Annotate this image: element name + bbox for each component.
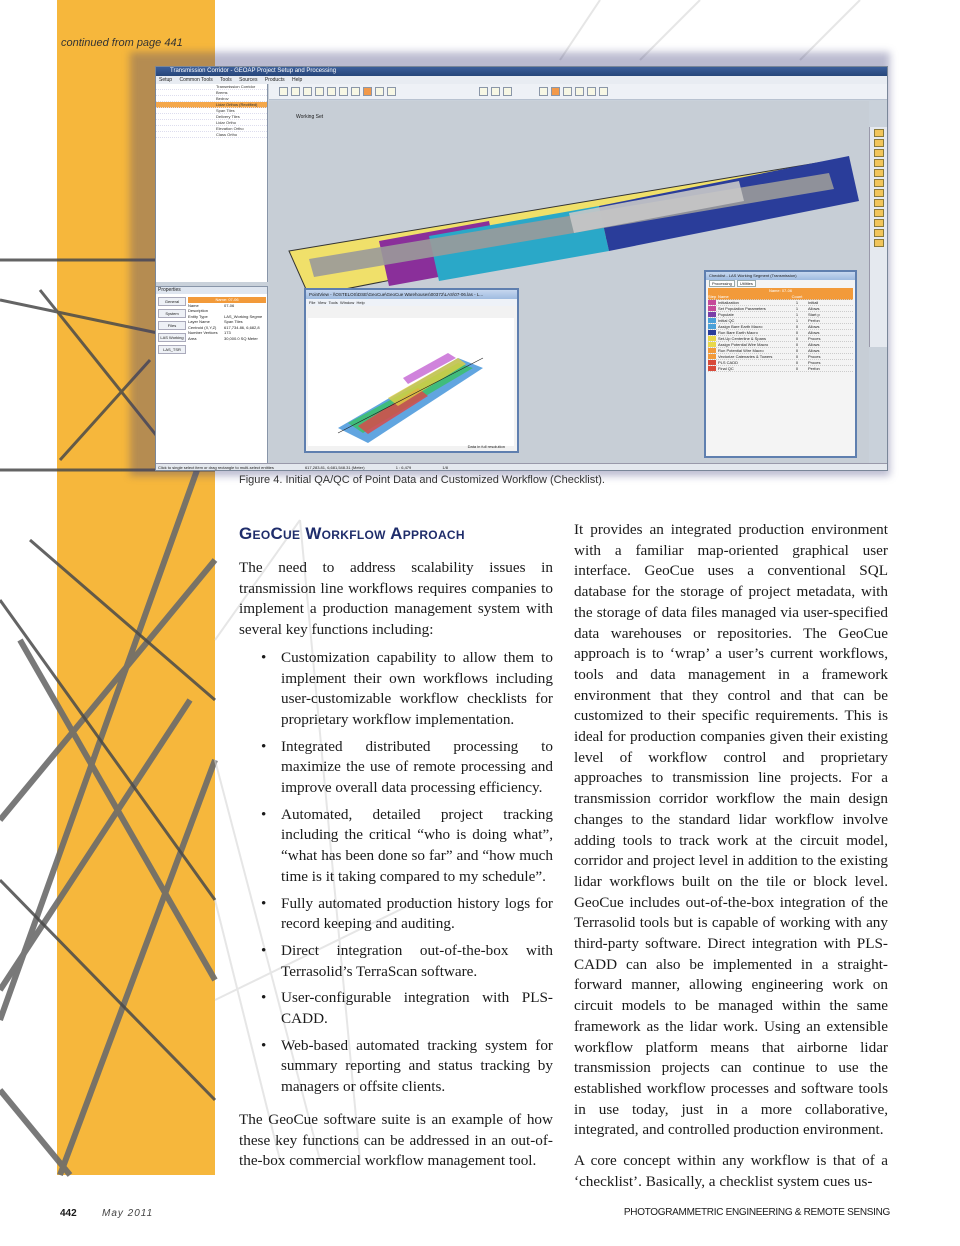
toolbar-button[interactable]	[363, 87, 372, 96]
properties-title: Properties	[156, 287, 267, 294]
menu-item[interactable]: Help	[356, 300, 365, 305]
tab-processing[interactable]: Processing	[709, 280, 735, 287]
strip-button[interactable]	[874, 229, 884, 237]
checklist-title: Checklist - LAS Working Segment (Transmission)	[706, 272, 855, 280]
prop-tab[interactable]: System	[158, 309, 186, 318]
checklist-row[interactable]: Run Potential Wire Macro 0 Allows	[708, 348, 853, 354]
checklist-row[interactable]: Run Bare Earth Macro 0 Allows	[708, 330, 853, 336]
journal-title: PHOTOGRAMMETRIC ENGINEERING & REMOTE SENSING	[623, 1207, 890, 1218]
strip-button[interactable]	[874, 159, 884, 167]
checklist-row[interactable]: Initialization 1 Initiali	[708, 300, 853, 306]
checklist-row[interactable]: Assign Potential Wire Macro 0 Allows	[708, 342, 853, 348]
grid-header: Name: 07-06	[188, 297, 266, 303]
toolbar-button[interactable]	[351, 87, 360, 96]
list-item: • User-configurable integration with PLS-CADD.	[239, 988, 553, 1029]
menu-item[interactable]: File	[309, 300, 316, 305]
status-page: 1/8	[442, 465, 448, 470]
layer-row[interactable]: Lidar Ortho	[156, 120, 267, 126]
menu-item[interactable]: View	[317, 300, 327, 305]
pointview-menu	[306, 299, 517, 306]
status-scale: 1 : 6,479	[395, 465, 412, 470]
toolbar-button[interactable]	[479, 87, 488, 96]
checklist-row[interactable]: Vectorize Catenaries & Towers 0 Proces	[708, 354, 853, 360]
checklist-row[interactable]: Set-Up Centerline & Spans 0 Proces	[708, 336, 853, 342]
prop-tab[interactable]: LAS_TSR	[158, 345, 186, 354]
prop-row: Number Vertices 173	[188, 330, 231, 335]
strip-button[interactable]	[874, 209, 884, 217]
layer-row[interactable]: Transmission Corridor	[156, 84, 267, 90]
toolbar-button[interactable]	[387, 87, 396, 96]
toolbar-button[interactable]	[599, 87, 608, 96]
app-menu-bar	[156, 76, 887, 84]
checklist-row[interactable]: Initial QC 1 Perfon	[708, 318, 853, 324]
layer-row-selected[interactable]: Lidar Orthos (Rectified)	[156, 102, 267, 108]
menu-item[interactable]: Products	[264, 77, 285, 83]
status-coordinates: 617,283.81, 6,681,548.31 (Meter)	[304, 465, 365, 470]
toolbar-button[interactable]	[291, 87, 300, 96]
main-toolbar	[269, 84, 888, 100]
point-cloud-render	[308, 318, 514, 446]
pointview-title: PointView - \\OSTELOS\DSE\GeoCue\GeoCue Warehouses\00372\LAS\07-06.las - L...	[306, 290, 517, 299]
pointview-status: Data in full resolution	[467, 444, 505, 449]
checklist-row[interactable]: Set Population Parameters 1 Allows	[708, 306, 853, 312]
prop-row: Area 30,000.0 SQ Meter	[188, 335, 258, 341]
right-tool-strip	[869, 127, 887, 347]
prop-row: Description	[188, 308, 209, 313]
layer-row[interactable]: Span Tiles	[156, 108, 267, 114]
strip-button[interactable]	[874, 149, 884, 157]
prop-row: Entity Type LAS_Working Segme	[188, 313, 263, 319]
toolbar-button[interactable]	[491, 87, 500, 96]
strip-button[interactable]	[874, 179, 884, 187]
body-paragraph: A core concept within any workflow is that of a ‘checklist’. Basically, a checklist system cues us-	[574, 1152, 888, 1190]
toolbar-button[interactable]	[575, 87, 584, 96]
layer-tree-pane	[156, 84, 268, 282]
properties-grid	[188, 297, 266, 341]
strip-button[interactable]	[874, 239, 884, 247]
menu-item[interactable]: Common Tools	[179, 77, 213, 83]
strip-button[interactable]	[874, 139, 884, 147]
checklist-tabs	[706, 280, 855, 288]
figure-screenshot	[155, 66, 888, 471]
layer-row[interactable]: Class Ortho	[156, 132, 267, 138]
toolbar-button[interactable]	[503, 87, 512, 96]
layer-row[interactable]: Brems	[156, 90, 267, 96]
checklist-header: Name: 07-06	[708, 288, 853, 294]
toolbar-button[interactable]	[539, 87, 548, 96]
menu-item[interactable]: Tools	[220, 77, 232, 83]
toolbar-button[interactable]	[375, 87, 384, 96]
checklist-row[interactable]: Assign Bare Earth Macro 0 Allows	[708, 324, 853, 330]
strip-button[interactable]	[874, 219, 884, 227]
menu-item[interactable]: Tools	[328, 300, 338, 305]
left-text-column	[239, 558, 553, 1179]
strip-button[interactable]	[874, 129, 884, 137]
strip-button[interactable]	[874, 169, 884, 177]
prop-tab[interactable]: General	[158, 297, 186, 306]
strip-button[interactable]	[874, 189, 884, 197]
key-functions-list	[239, 648, 553, 1098]
toolbar-button[interactable]	[327, 87, 336, 96]
list-item: • Web-based automated tracking system for summary reporting and status tracking by managers or offsite clients.	[239, 1036, 553, 1098]
prop-row: Centroid (X,Y,Z) 617,734.86, 6,682,8	[188, 324, 260, 330]
list-item: • Integrated distributed processing to maximize the use of remote processing and improve overall data processing efficiency.	[239, 737, 553, 799]
section-heading: GeoCue Workflow Approach	[239, 524, 465, 543]
checklist-columns: Step Name Count	[708, 294, 853, 300]
body-paragraph: It provides an integrated production environment with a familiar map-oriented graphical user interface. GeoCue uses a conventional SQL database for the storage of project metadata, with the storage of data files managed via user-specified data warehouses or repositories. The GeoCue approach is to ‘wrap’ a user’s current workflows, tools and data management in a framework environment that they control and that can be customized to their specific requirements. This is ideal for production companies given their existing level of workflow control and proprietary approaches to transmission line projects. For a transmission corridor workflow the main design changes to the standard lidar workflow involve adding tools to track work at the circuit model, corridor and project level in addition to the existing lidar workflows built on the tile or block level. GeoCue includes out-of-the-box integration of the Terrasolid tools but is capable of working with any third-party software. Direct integration with PLS-CADD can also be implemented in a straight-forward manner, allowing engineering work on circuit models to be managed within the same framework as the lidar work. Using an extensible workflow platform means that airborne lidar transmission projects can continue to use the established workflow processes and software tools in use today, just in a more collaborative, integrated, and controlled production environment.	[574, 521, 888, 1139]
checklist-row[interactable]: Populate 1 Start p	[708, 312, 853, 318]
menu-item[interactable]: Setup	[159, 77, 173, 83]
list-item: • Automated, detailed project tracking including the critical “who is doing what”, “what has been done so far” and “how much time is it taking compared to my schedule”.	[239, 805, 553, 888]
layer-row[interactable]: Bedrov	[156, 96, 267, 102]
layer-row[interactable]: Delivery Tiles	[156, 114, 267, 120]
menu-item[interactable]: Window	[340, 300, 355, 305]
menu-item[interactable]: Help	[291, 77, 303, 83]
checklist-row[interactable]: Final QC 0 Perfon	[708, 366, 853, 372]
toolbar-button[interactable]	[563, 87, 572, 96]
page-number: 442	[60, 1208, 77, 1219]
list-item: • Fully automated production history logs for record keeping and auditing.	[239, 894, 553, 935]
toolbar-button[interactable]	[587, 87, 596, 96]
tab-utilities[interactable]: Utilities	[737, 280, 756, 287]
prop-tab[interactable]: LAS Working	[158, 333, 186, 342]
toolbar-button[interactable]	[315, 87, 324, 96]
prop-tab[interactable]: Files	[158, 321, 186, 330]
right-text-column	[574, 520, 888, 1203]
prop-row: Layer Name Span Tiles	[188, 319, 243, 324]
point-cloud-strip	[309, 173, 834, 277]
list-item: • Direct integration out-of-the-box with Terrasolid’s TerraScan software.	[239, 941, 553, 982]
app-status-bar	[156, 463, 887, 470]
layer-row[interactable]: Elevation Ortho	[156, 126, 267, 132]
list-item: • Customization capability to allow them to implement their own workflows including user-customizable workflow checklists for proprietary workflow implementation.	[239, 648, 553, 731]
status-hint: Click to single select item or drag rectangle to multi-select entities	[158, 465, 274, 470]
closing-paragraph: The GeoCue software suite is an example of how these key functions can be addressed in an out-of-the-box commercial workflow management tool.	[239, 1110, 553, 1170]
toolbar-button[interactable]	[339, 87, 348, 96]
intro-paragraph: The need to address scalability issues in transmission line workflows requires companies to implement a production management system with several key functions including:	[239, 559, 553, 639]
app-title-bar: Transmission Corridor - GEOAP Project Setup and Processing	[156, 67, 887, 76]
toolbar-button[interactable]	[303, 87, 312, 96]
continued-from-note: continued from page 441	[61, 37, 183, 49]
figure-caption: Figure 4. Initial QA/QC of Point Data and Customized Workflow (Checklist).	[239, 474, 605, 486]
prop-row: Name 07-06	[188, 302, 235, 308]
toolbar-button[interactable]	[279, 87, 288, 96]
toolbar-button[interactable]	[551, 87, 560, 96]
strip-button[interactable]	[874, 199, 884, 207]
properties-pane	[156, 286, 268, 464]
pointview-window	[304, 288, 519, 453]
checklist-window	[704, 270, 857, 458]
working-set-label: Working Set	[296, 114, 324, 120]
menu-item[interactable]: Sources	[239, 77, 258, 83]
point-cloud-view[interactable]	[308, 318, 514, 446]
issue-date: May 2011	[102, 1208, 154, 1219]
checklist-row[interactable]: PLS CADD 0 Proces	[708, 360, 853, 366]
